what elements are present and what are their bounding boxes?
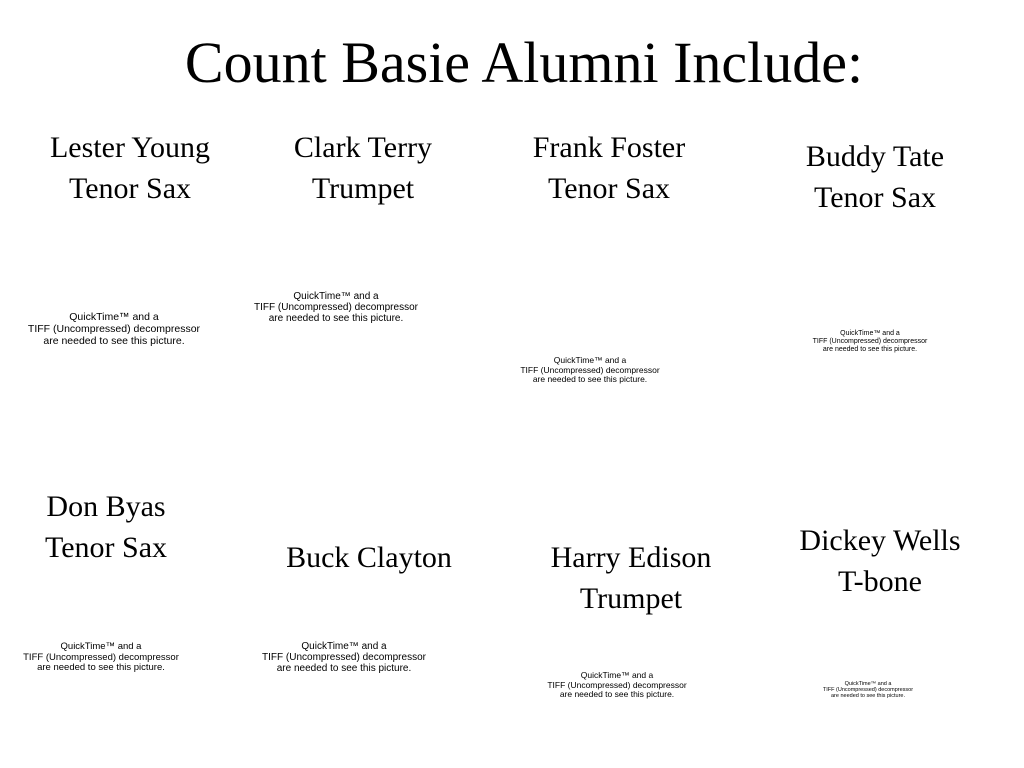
- alumni-instrument: Tenor Sax: [813, 181, 937, 214]
- alumni-caption-don-byas: [6, 486, 206, 568]
- photo-placeholder-buck-clayton: QuickTime™ and a TIFF (Uncompressed) decompressor are needed to see this picture.: [262, 641, 426, 675]
- alumni-name: Frank Foster: [532, 131, 686, 164]
- photo-placeholder-clark-terry: QuickTime™ and a TIFF (Uncompressed) decompressor are needed to see this picture.: [254, 291, 418, 325]
- photo-placeholder-lester-young: QuickTime™ and a TIFF (Uncompressed) decompressor are needed to see this picture.: [27, 311, 201, 347]
- alumni-caption-clark-terry: [263, 127, 463, 209]
- alumni-instrument: Tenor Sax: [68, 172, 192, 205]
- alumni-caption-buck-clayton: [259, 537, 479, 578]
- alumni-name: Buddy Tate: [805, 140, 945, 173]
- alumni-caption-frank-foster: [509, 127, 709, 209]
- photo-placeholder-buddy-tate: QuickTime™ and a TIFF (Uncompressed) decompressor are needed to see this picture.: [812, 330, 928, 353]
- alumni-name: Dickey Wells: [799, 524, 961, 557]
- alumni-caption-dickey-wells: [770, 520, 990, 602]
- alumni-caption-lester-young: [30, 127, 230, 209]
- photo-placeholder-don-byas: QuickTime™ and a TIFF (Uncompressed) decompressor are needed to see this picture.: [23, 641, 179, 674]
- alumni-instrument: Tenor Sax: [547, 172, 671, 205]
- alumni-instrument: Trumpet: [579, 582, 683, 615]
- slide-title: Count Basie Alumni Include:: [184, 30, 864, 95]
- alumni-instrument: T-bone: [838, 565, 922, 598]
- alumni-instrument: Trumpet: [311, 172, 415, 205]
- alumni-name: Don Byas: [46, 490, 166, 523]
- alumni-name: Buck Clayton: [286, 541, 452, 574]
- photo-placeholder-harry-edison: QuickTime™ and a TIFF (Uncompressed) decompressor are needed to see this picture.: [547, 670, 687, 700]
- photo-placeholder-dickey-wells: QuickTime™ and a TIFF (Uncompressed) decompressor are needed to see this picture.: [822, 681, 914, 700]
- alumni-instrument: Tenor Sax: [44, 531, 168, 564]
- alumni-caption-buddy-tate: [775, 136, 975, 218]
- alumni-name: Lester Young: [49, 131, 210, 164]
- alumni-name: Harry Edison: [550, 541, 712, 574]
- alumni-caption-harry-edison: [521, 537, 741, 619]
- alumni-name: Clark Terry: [293, 131, 433, 164]
- photo-placeholder-frank-foster: QuickTime™ and a TIFF (Uncompressed) decompressor are needed to see this picture.: [520, 355, 660, 385]
